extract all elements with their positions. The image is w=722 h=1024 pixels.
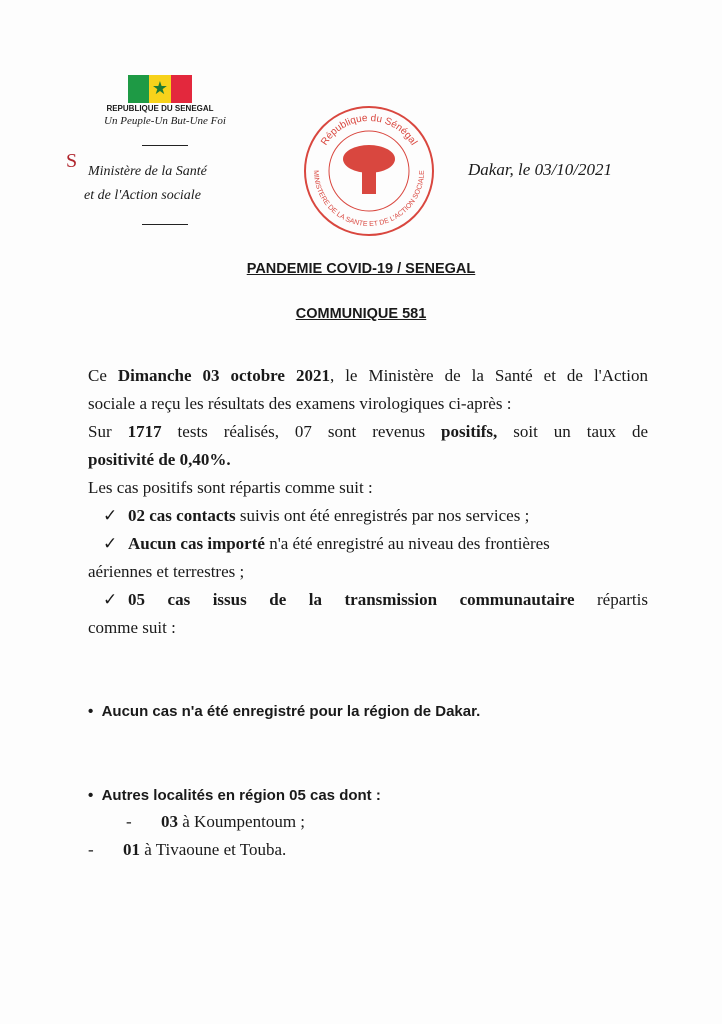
senegal-flag: ★ — [128, 75, 192, 103]
paragraph-1-cont: sociale a reçu les résultats des examens virologiques ci-après : — [88, 394, 512, 413]
paragraph-3: Les cas positifs sont répartis comme suit : — [88, 478, 373, 497]
communique-body — [88, 362, 648, 864]
list-item-cont: aériennes et terrestres ; — [88, 562, 245, 581]
list-item: ✓ Aucun cas importé n'a été enregistré au niveau des frontières — [103, 530, 648, 558]
document-date: Dakar, le 03/10/2021 — [468, 160, 613, 179]
divider — [142, 224, 188, 225]
bullet-item: • Aucun cas n'a été enregistré pour la région de Dakar. — [88, 703, 481, 720]
ministry-logo-icon: Ѕ — [66, 150, 78, 172]
baobab-tree-icon — [343, 145, 395, 194]
divider — [142, 145, 188, 146]
list-item: ✓ 05 cas issus de la transmission communautaire répartis — [103, 586, 648, 614]
motto: Un Peuple-Un But-Une Foi — [104, 115, 226, 127]
dash-item: - 03 à Koumpentoum ; — [126, 812, 306, 831]
country-name: REPUBLIQUE DU SENEGAL — [106, 104, 214, 113]
svg-text:MINISTERE DE LA SANTE ET DE L': MINISTERE DE LA SANTE ET DE L'ACTION SOCIALE — [311, 170, 427, 229]
svg-text:République du Sénégal: République du Sénégal — [319, 112, 420, 148]
list-item: ✓ 02 cas contacts suivis ont été enregistrés par nos services ; — [103, 502, 648, 530]
paragraph-2: Sur 1717 tests réalisés, 07 sont revenus positifs, soit un taux de — [88, 422, 648, 441]
dash-item: - 01 à Tivaoune et Touba. — [88, 840, 287, 859]
official-seal — [302, 104, 436, 238]
ministry-line2: et de l'Action sociale — [84, 188, 201, 203]
ministry-name — [84, 160, 207, 208]
paragraph-1: Ce Dimanche 03 octobre 2021, le Ministère de la Santé et de l'Action — [88, 366, 648, 385]
paragraph-2-cont: positivité de 0,40%. — [88, 450, 231, 469]
list-item-cont: comme suit : — [88, 618, 176, 637]
page-title: PANDEMIE COVID-19 / SENEGAL — [246, 261, 476, 277]
check-icon: ✓ — [103, 534, 118, 553]
bullet-item: • Autres localités en région 05 cas dont : — [88, 787, 381, 804]
communique-number: COMMUNIQUE 581 — [295, 306, 427, 322]
check-icon: ✓ — [103, 506, 118, 525]
ministry-line1: Ministère de la Santé — [88, 164, 207, 179]
check-icon: ✓ — [103, 590, 118, 609]
